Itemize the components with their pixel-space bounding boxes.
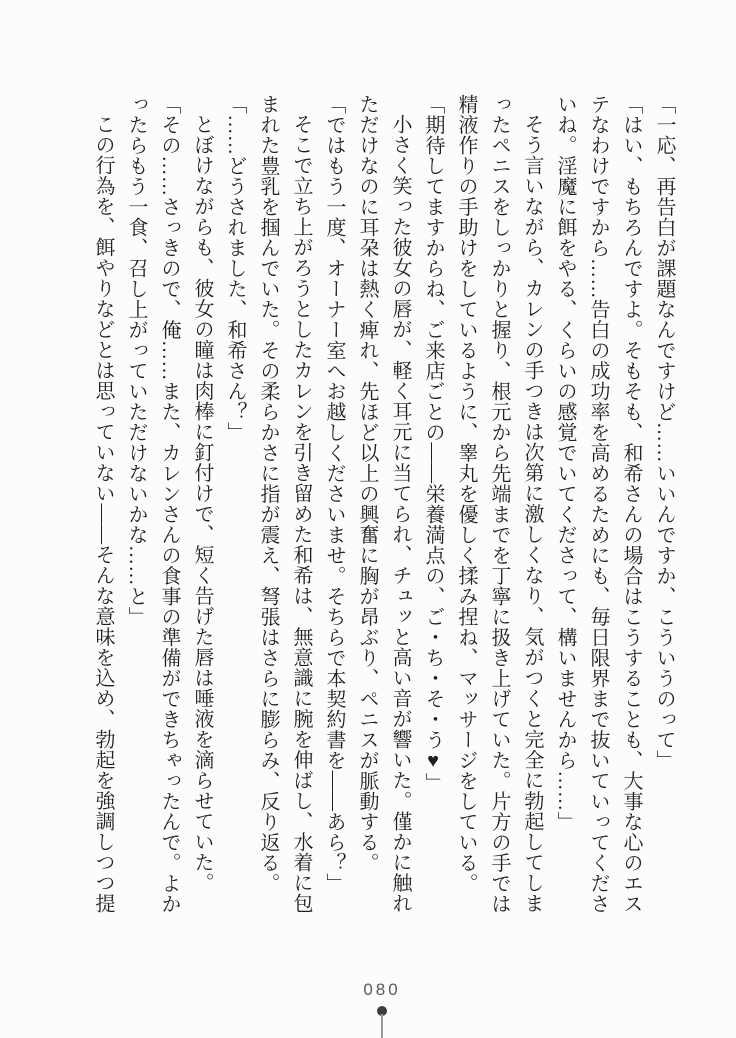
- text-line-6: ったペニスをしっかりと握り、根元から先端までを丁寧に扱き上げていた。片方の手では: [488, 94, 510, 914]
- text-line-14: 「……どうされました、和希さん？」: [224, 94, 246, 443]
- text-line-17: ったらもう一食、召し上がっていただけないかな……と」: [125, 94, 147, 627]
- text-line-2: 「はい、もちろんですよ。そもそも、和希さんの場合はこうすることも、大事な心のエス: [620, 94, 642, 914]
- text-line-5: そう言いながら、カレンの手つきは次第に激しくなり、気がつくと完全に勃起してしま: [521, 114, 543, 914]
- text-line-7: 精液作りの手助けをしているように、睾丸を優しく揉み捏ね、マッサージをしている。: [455, 94, 477, 894]
- text-line-3: テなわけですから……告白の成功率を高めるためにも、毎日限界まで抜いていってくださ: [587, 94, 609, 914]
- vertical-text-block: [86, 94, 680, 944]
- page-marker-line: [381, 1014, 383, 1038]
- text-line-16: 「その……さっきので、俺……また、カレンさんの食事の準備ができちゃったんで。よか: [158, 94, 180, 914]
- text-line-4: いね。淫魔に餌をやる、くらいの感覚でいてくださって、構いませんから……」: [554, 94, 576, 832]
- text-line-18: この行為を、餌やりなどとは思っていない――そんな意味を込め、勃起を強調しつつ提: [92, 114, 114, 914]
- text-line-8: 「期待してますからね、ご来店ごとの――栄養満点の、ご・ち・そ・う♥」: [422, 94, 444, 793]
- page-number: 080: [363, 980, 401, 999]
- text-line-12: そこで立ち上がろうとしたカレンを引き留めた和希は、無意識に腕を伸ばし、水着に包: [290, 114, 312, 914]
- text-line-10: ただけなのに耳朶は熱く痺れ、先ほど以上の興奮に胸が昂ぶり、ペニスが脈動する。: [356, 94, 378, 873]
- text-line-1: 「一応、再告白が課題なんですけど……いいんですか、こういうのって」: [653, 94, 675, 771]
- text-line-15: とぼけながらも、彼女の瞳は肉棒に釘付けで、短く告げた唇は唾液を滴らせていた。: [191, 114, 213, 893]
- text-line-13: まれた豊乳を掴んでいた。その柔らかさに指が震え、弩張はさらに膨らみ、反り返る。: [257, 94, 279, 894]
- text-line-11: 「ではもう一度、オーナー室へお越しくださいませ。そちらで本契約書を――あら？」: [323, 94, 345, 894]
- text-line-9: 小さく笑った彼女の唇が、軽く耳元に当てられ、チュッと高い音が響いた。僅かに触れ: [389, 114, 411, 914]
